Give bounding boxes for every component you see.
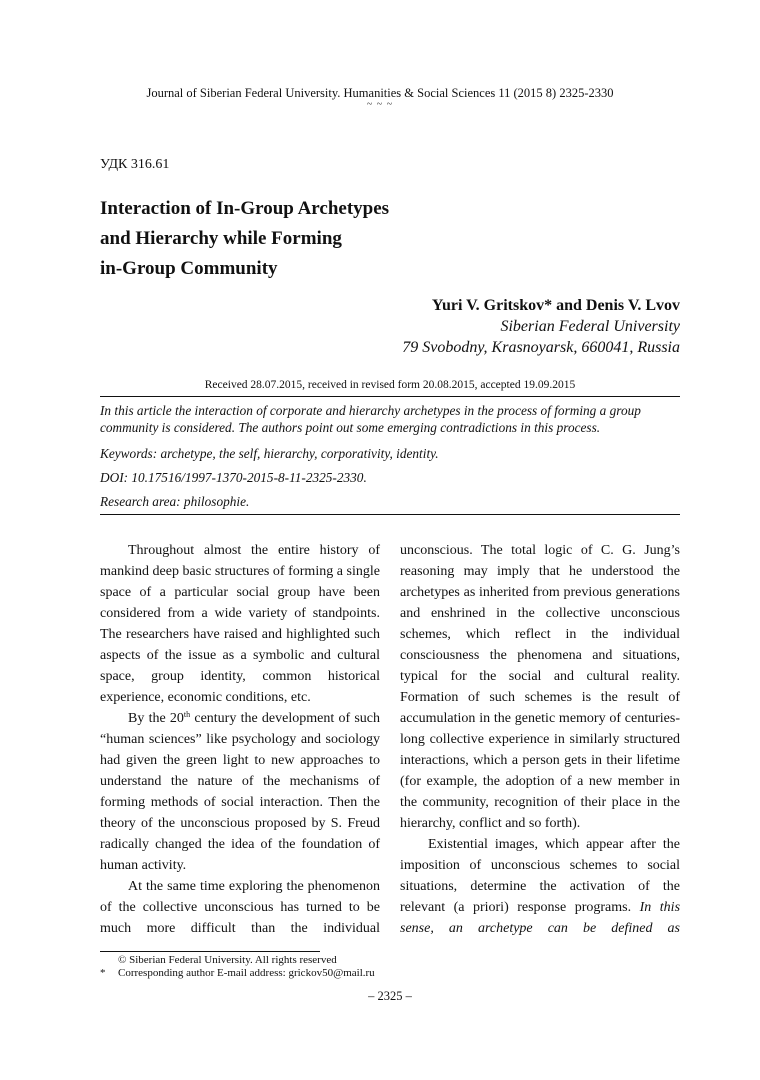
title-line-3: in-Group Community [100, 258, 278, 279]
abstract-text: In this article the interaction of corporate and hierarchy archetypes in the process of forming a group community is considered. The authors point out some emerging contradictions in this process. [100, 403, 641, 435]
body-column-right [400, 540, 680, 939]
footnotes [100, 954, 375, 980]
footnote-rule [100, 951, 320, 952]
copyright-note [100, 954, 375, 967]
header-separator: ~ ~ ~ [366, 99, 394, 110]
corresponding-author-text: Corresponding author E-mail address: grickov50@mail.ru [118, 967, 375, 979]
body-column-left [100, 540, 380, 939]
keywords: Keywords: archetype, the self, hierarchy, corporativity, identity. [100, 446, 439, 461]
body-paragraph: At the same time exploring the phenomenon of the collective unconscious has turned to be much more difficult than the individual [100, 879, 380, 936]
author-affiliation: Siberian Federal University [500, 318, 680, 335]
author-address: 79 Svobodny, Krasnoyarsk, 660041, Russia [402, 339, 680, 356]
body-paragraph: Throughout almost the entire history of mankind deep basic structures of forming a single space of a particular social group have been considered from a wide variety of standpoints. The researchers have raised and highlighted such aspects of the issue as a symbolic and cultural space, group identity, common historical experience, economic conditions, etc. [100, 543, 380, 705]
body-text: By the 20 [128, 711, 184, 726]
body-paragraph [400, 834, 680, 939]
research-area: Research area: philosophie. [100, 494, 250, 509]
body-paragraph: unconscious. The total logic of C. G. Jung’s reasoning may imply that he understood the archetypes as inherited from previous generations and enshrined in the collective unconscious schemes, which reflect in the individual consciousness the phenomena and situations, typical for the social and cultural reality. Formation of such schemes is the result of accumulation in the genetic memory of centuries-long collective experience in similarly structured interactions, which a person gets in their lifetime (for example, the adoption of a new member in the community, recognition of their place in the hierarchy, conflict and so forth). [400, 543, 680, 831]
udk-code: УДК 316.61 [100, 157, 170, 172]
body-paragraph [100, 708, 380, 876]
article-title [100, 194, 460, 284]
body-text: century the development of such “human sciences” like psychology and sociology had given the green light to new approaches to understand the nature of the mechanisms of forming methods of social interaction. Then the theory of the unconscious proposed by S. Freud radically changed the idea of the foundation of human activity. [100, 711, 380, 873]
abstract-bottom-rule [100, 514, 680, 515]
received-dates: Received 28.07.2015, received in revised form 20.08.2015, accepted 19.09.2015 [204, 379, 576, 391]
footnote-mark: * [100, 967, 106, 979]
page-number: – 2325 – [368, 989, 412, 1003]
abstract-block [100, 402, 682, 510]
author-names: Yuri V. Gritskov* and Denis V. Lvov [431, 297, 680, 314]
body-text-italic: In this sense, an archetype can be defined as [400, 900, 681, 936]
journal-header: Journal of Siberian Federal University. Humanities & Social Sciences 11 (2015 8) 2325-2330 [146, 86, 614, 100]
title-line-1: Interaction of In-Group Archetypes [100, 198, 390, 219]
superscript: th [183, 710, 191, 719]
corresponding-author-note [100, 967, 375, 980]
doi: DOI: 10.17516/1997-1370-2015-8-11-2325-2330. [100, 470, 367, 485]
title-line-2: and Hierarchy while Forming [100, 228, 342, 249]
body-text: Existential images, which appear after the imposition of unconscious schemes to social situations, determine the activation of the relevant (a priori) response programs. [400, 837, 680, 915]
copyright-text: © Siberian Federal University. All rights reserved [118, 954, 337, 966]
abstract-top-rule [100, 396, 680, 397]
author-block [402, 295, 680, 358]
